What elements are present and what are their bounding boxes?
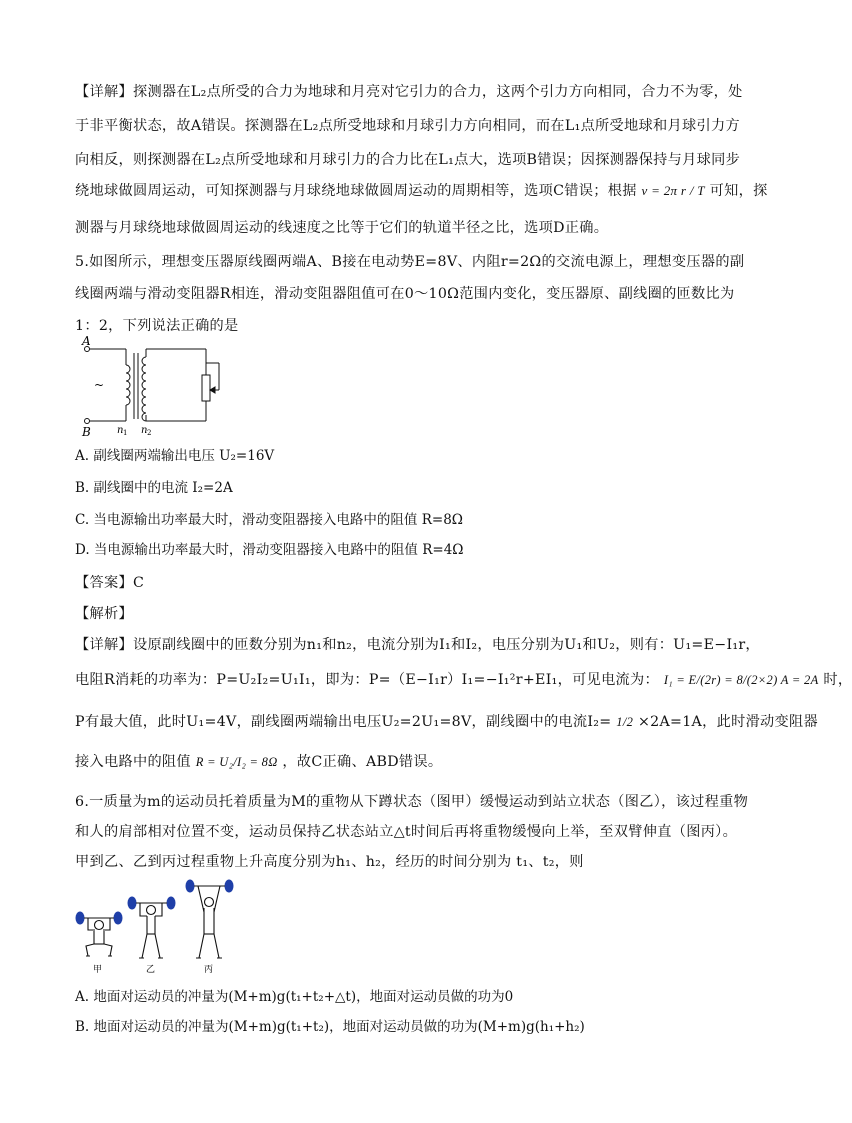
option-b: B. 地面对运动员的冲量为(M+m)g(t₁+t₂)，地面对运动员做的功为(M+m)g(h₁+h₂)	[75, 1019, 585, 1035]
label-n2-sub: 2	[147, 429, 152, 437]
paragraph-line: 于非平衡状态，故A错误。探测器在L₂点所受地球和月球引力方向相同，而在L₁点所受地球和月球引力方	[75, 118, 740, 134]
option-d: D. 当电源输出功率最大时，滑动变阻器接入电路中的阻值 R=4Ω	[75, 542, 464, 558]
velocity-formula: v = 2π r / T	[641, 183, 705, 198]
detail-line	[75, 712, 818, 732]
rheostat	[202, 375, 210, 401]
question-6-stem: 甲到乙、乙到丙过程重物上升高度分别为h₁、h₂，经历的时间分别为 t₁、t₂，则	[75, 854, 584, 870]
text-segment: 时，	[823, 672, 852, 688]
option-a: A. 地面对运动员的冲量为(M+m)g(t₁+t₂+△t)，地面对运动员做的功为0	[75, 989, 514, 1005]
terminal-b	[85, 419, 90, 424]
figure-label-bing: 丙	[204, 965, 214, 975]
detail-line	[75, 670, 852, 690]
slider-arrow	[210, 387, 215, 393]
text-segment: 可知，探	[709, 183, 768, 199]
fraction-formula: 1/2	[616, 715, 634, 729]
label-n2: n	[141, 425, 148, 436]
label-n1-sub: 1	[123, 429, 128, 437]
option-c: C. 当电源输出功率最大时，滑动变阻器接入电路中的阻值 R=8Ω	[75, 512, 463, 528]
current-formula: I₁ = E/(2r) = 8/(2×2) A = 2A	[663, 673, 819, 687]
resistance-formula: R = U₂/I₂ = 8Ω	[195, 755, 278, 769]
paragraph-line: 【详解】探测器在L₂点所受的合力为地球和月亮对它引力的合力，这两个引力方向相同，合力不为零，处	[75, 84, 743, 100]
label-b: B	[82, 425, 91, 439]
primary-coil	[126, 365, 130, 405]
paragraph-line: 测器与月球绕地球做圆周运动的线速度之比等于它们的轨道半径之比，选项D正确。	[75, 220, 609, 236]
option-b: B. 副线圈中的电流 I₂=2A	[75, 480, 233, 496]
text-segment: ×2A=1A，此时滑动变阻器	[637, 714, 819, 730]
question-5-stem: 1：2，下列说法正确的是	[75, 318, 239, 334]
figure-label-yi: 乙	[146, 965, 156, 975]
question-5-stem: 5.如图所示，理想变压器原线圈两端A、B接在电动势E=8V、内阻r=2Ω的交流电源上，理想变压器的副	[75, 254, 745, 270]
text-segment: 绕地球做圆周运动，可知探测器与月球绕地球做圆周运动的周期相等，选项C错误；根据	[75, 183, 637, 199]
label-n1: n	[117, 425, 124, 436]
ac-source-symbol: ~	[94, 378, 105, 392]
paragraph-line: 向相反，则探测器在L₂点所受地球和月球引力的合力比在L₁点大，选项B错误；因探测器保持与月球同步	[75, 152, 741, 168]
secondary-coil	[142, 357, 146, 421]
transformer-circuit-figure	[78, 335, 248, 440]
weightlifter-figure	[72, 876, 242, 976]
question-6-stem: 和人的肩部相对位置不变，运动员保持乙状态站立△t时间后再将重物缓慢向上举，至双臂伸直（图丙）。	[75, 824, 738, 840]
text-segment: 电阻R消耗的功率为：P=U₂I₂=U₁I₁，即为：P=（E−I₁r）I₁=−I₁²r+EI₁，可见电流为：	[75, 672, 660, 688]
text-segment: P有最大值，此时U₁=4V，副线圈两端输出电压U₂=2U₁=8V，副线圈中的电流I₂=	[75, 714, 612, 730]
answer-label: 【答案】C	[75, 575, 145, 591]
paragraph-line	[75, 181, 768, 201]
question-6-stem: 6.一质量为m的运动员托着质量为M的重物从下蹲状态（图甲）缓慢运动到站立状态（图乙），该过程重物	[75, 794, 749, 810]
question-5-stem: 线圈两端与滑动变阻器R相连，滑动变阻器阻值可在0～10Ω范围内变化，变压器原、副线圈的匝数比为	[75, 286, 735, 302]
text-segment: 接入电路中的阻值	[75, 754, 191, 770]
option-a: A. 副线圈两端输出电压 U₂=16V	[75, 448, 275, 464]
detail-line: 【详解】设原副线圈中的匝数分别为n₁和n₂，电流分别为I₁和I₂，电压分别为U₁和U₂，则有：U₁=E−I₁r，	[75, 637, 760, 653]
text-segment: ，故C正确、ABD错误。	[282, 754, 443, 770]
label-a: A	[82, 334, 91, 348]
detail-line	[75, 752, 442, 772]
analysis-heading: 【解析】	[75, 606, 133, 622]
figure-label-jia: 甲	[93, 965, 103, 975]
